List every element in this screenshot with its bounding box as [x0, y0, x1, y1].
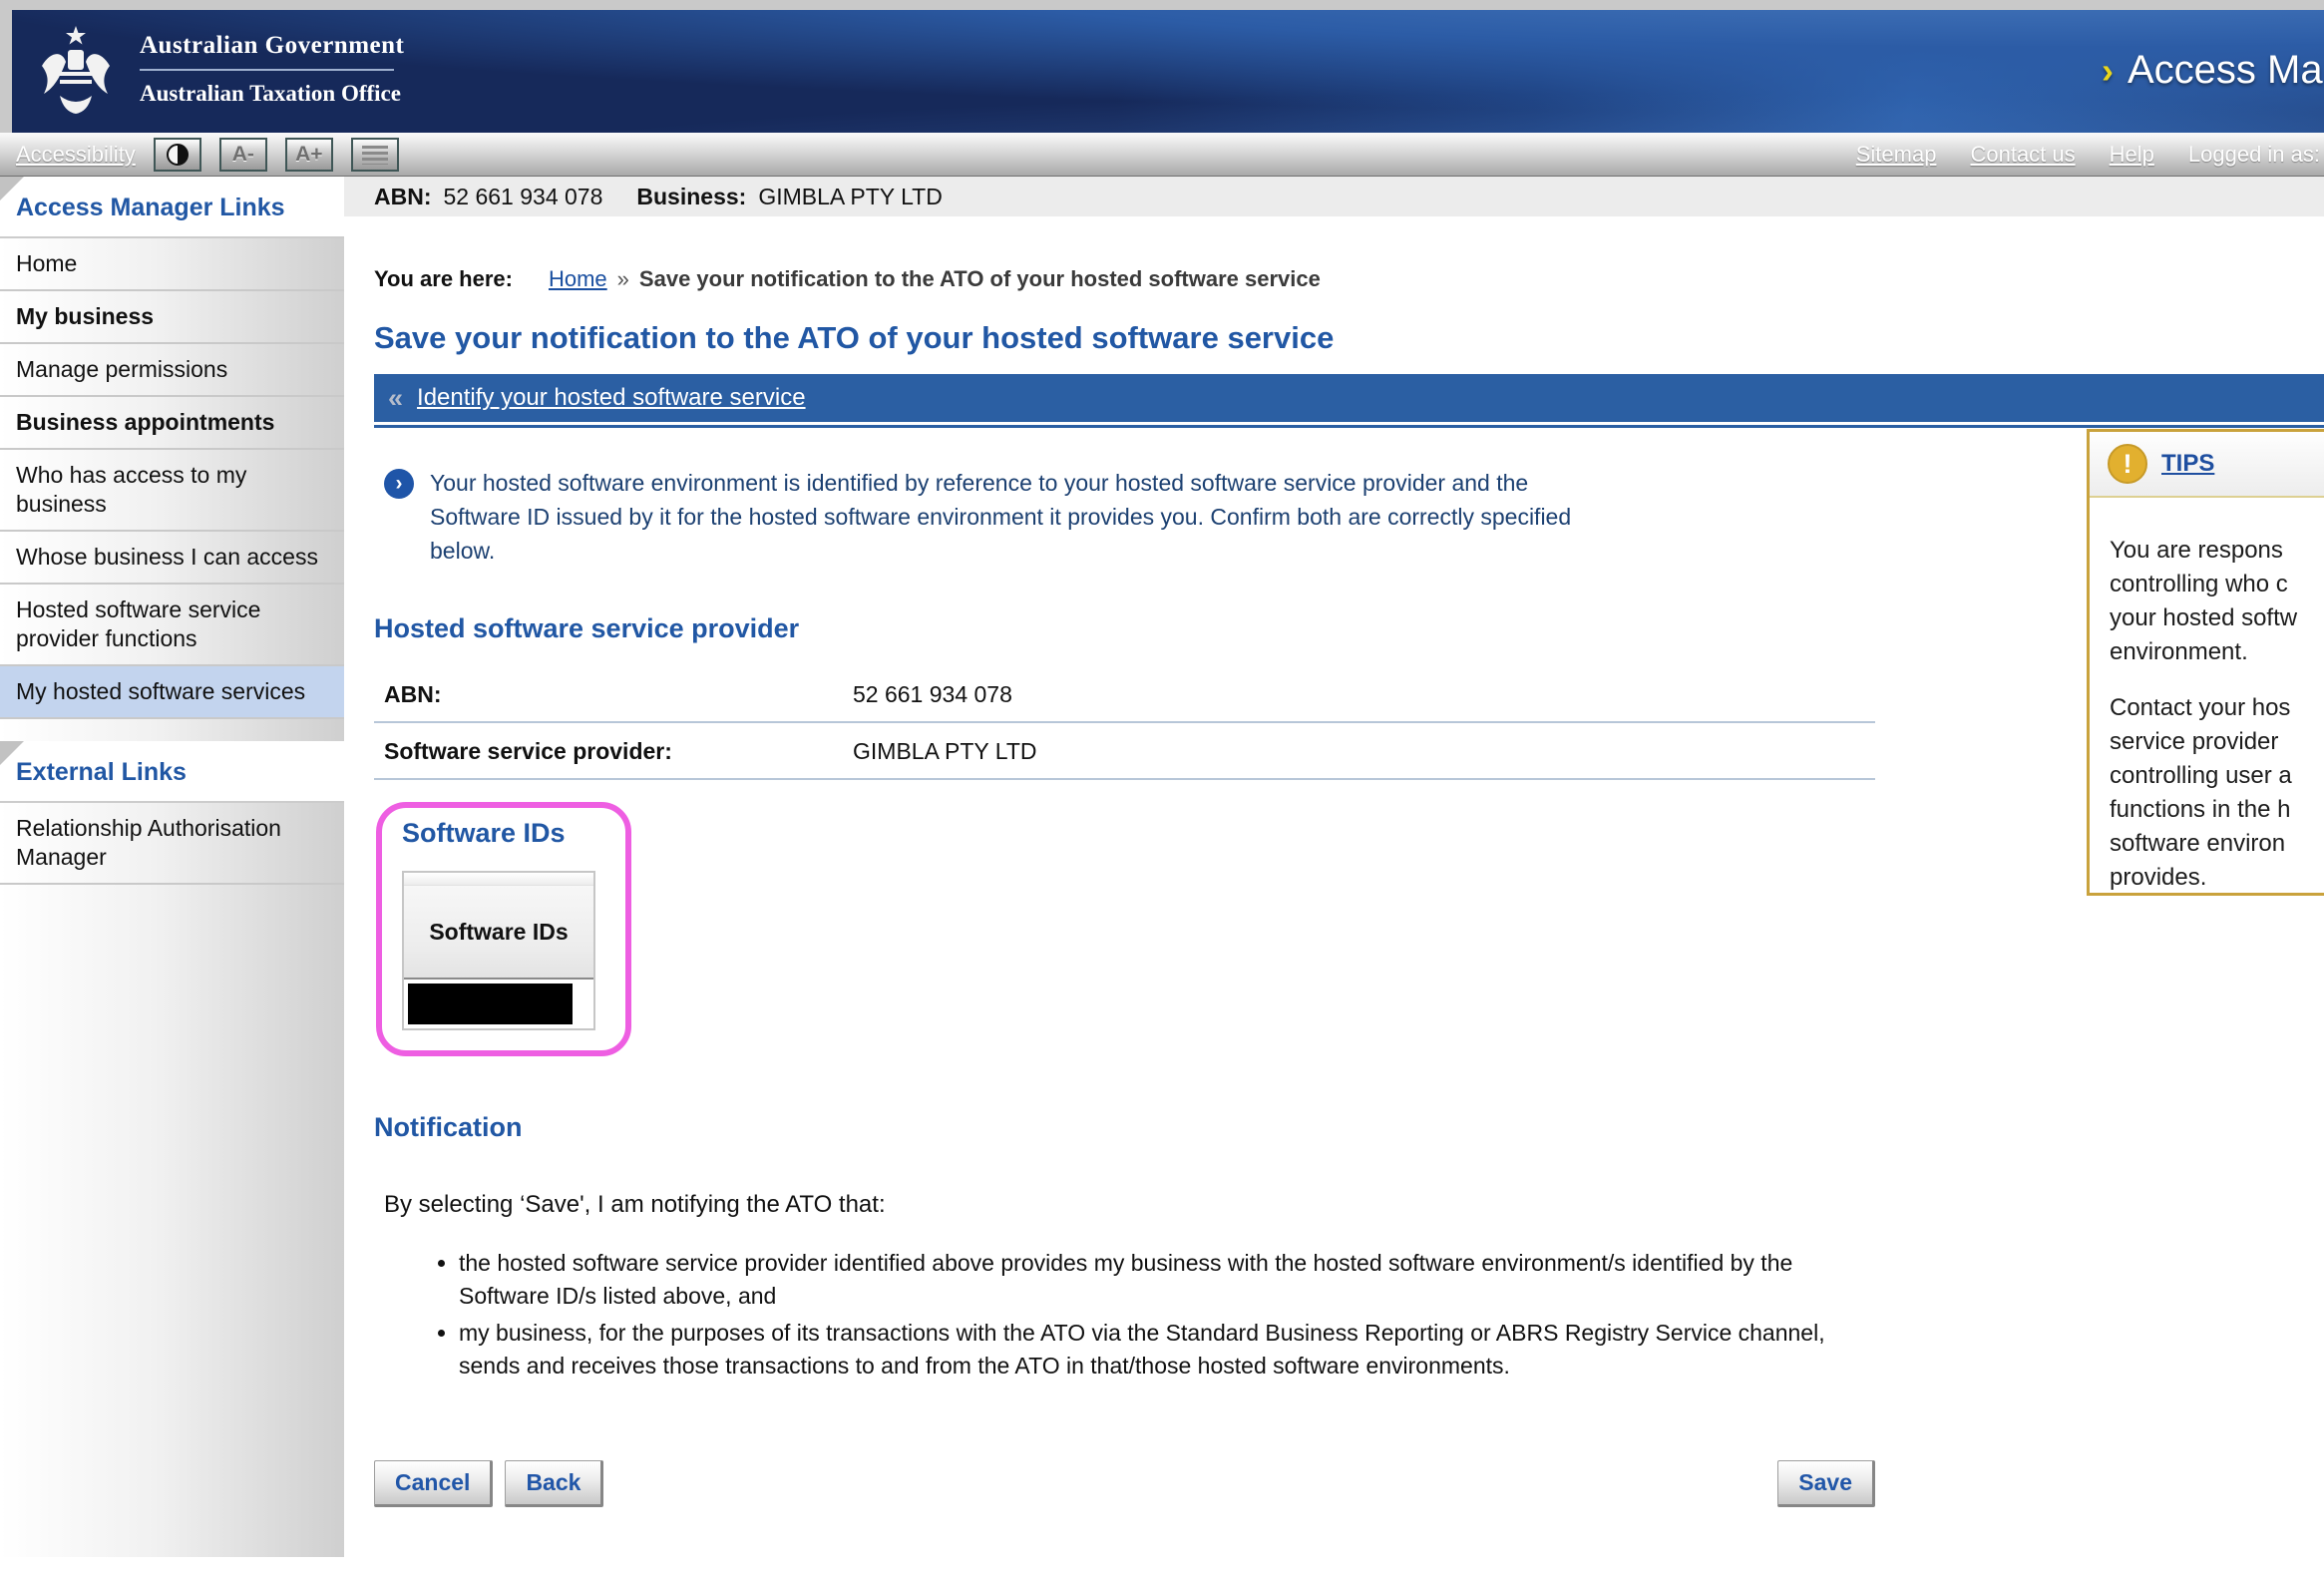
sidebar-heading-access-manager-links: Access Manager Links — [0, 177, 344, 238]
app-title — [2102, 48, 2323, 93]
font-decrease-icon: A- — [231, 143, 254, 166]
business-value: GIMBLA PTY LTD — [758, 184, 943, 209]
breadcrumb-prefix: You are here: — [374, 266, 513, 291]
business-label: Business: — [636, 184, 747, 209]
tips-text-line: controlling user a — [2110, 762, 2292, 789]
tips-paragraph-break — [2110, 669, 2324, 691]
contact-us-link[interactable]: Contact us — [1970, 142, 2076, 167]
page-title: Save your notification to the ATO of your hosted software service — [374, 320, 1335, 355]
previous-step-bar — [374, 374, 2324, 422]
table-row-software-service-provider — [374, 723, 1875, 780]
list-item: • my business, for the purposes of its transactions with the ATO via the Standard Business Reporting or ABRS Registry Service channel, sends and receives those transactions to and from the ATO in that/those hosted software environments. — [459, 1317, 1875, 1382]
toolbar-left-group — [16, 133, 399, 177]
intro-line: below. — [430, 538, 496, 564]
tips-text-line: software environ — [2110, 830, 2286, 857]
previous-step-bar-underline — [374, 425, 2324, 428]
sidebar-item-manage-permissions[interactable]: Manage permissions — [0, 344, 344, 397]
info-chevron-icon: › — [384, 469, 414, 499]
tips-panel — [2087, 429, 2324, 896]
help-link[interactable]: Help — [2109, 142, 2154, 167]
text-lines-icon — [362, 146, 388, 165]
software-ids-column-header: Software IDs — [404, 886, 593, 980]
contrast-toggle-button[interactable] — [154, 138, 201, 172]
tips-text-line: Contact your hos — [2110, 694, 2291, 721]
toolbar-right-group — [1856, 133, 2320, 177]
row-label: Software service provider: — [384, 738, 672, 765]
app-title-chevron-icon: › — [2102, 50, 2114, 91]
sidebar-item-whose-business[interactable]: Whose business I can access — [0, 532, 344, 585]
window-chrome-left — [0, 0, 12, 133]
abn-label: ABN: — [374, 184, 432, 209]
sidebar-item-business-appointments[interactable]: Business appointments — [0, 397, 344, 450]
tips-text-line: functions in the h — [2110, 796, 2291, 823]
sitemap-link[interactable]: Sitemap — [1855, 142, 1937, 167]
tips-text-line: provides. — [2110, 864, 2207, 891]
intro-line: Your hosted software environment is identified by reference to your hosted software service provider and the — [430, 470, 1529, 496]
brand-gov-line: Australian Government — [140, 32, 405, 59]
sidebar-item-hosted-provider-functions[interactable]: Hosted software service provider functions — [0, 585, 344, 666]
sidebar-heading-external-links: External Links — [0, 741, 344, 803]
fold-decoration — [0, 741, 24, 765]
tips-link[interactable]: TIPS — [2161, 450, 2215, 477]
notification-bullet-list — [374, 1247, 1875, 1382]
breadcrumb — [374, 266, 2324, 292]
software-ids-table-topstrip — [404, 873, 593, 886]
sidebar-section-external-links — [0, 741, 344, 885]
sidebar-item-relationship-authorisation-manager[interactable]: Relationship Authorisation Manager — [0, 803, 344, 885]
tips-exclamation-icon: ! — [2108, 444, 2147, 484]
business-identity-strip — [344, 177, 2324, 216]
breadcrumb-home-link[interactable]: Home — [548, 266, 607, 291]
back-chevron-icon: « — [388, 383, 404, 413]
cancel-button[interactable]: Cancel — [374, 1460, 493, 1507]
list-item: • the hosted software service provider identified above provides my business with the hosted software environment/s identified by the Software ID/s listed above, and — [459, 1247, 1875, 1313]
font-decrease-button[interactable] — [219, 138, 267, 172]
brand-block — [140, 32, 404, 107]
utility-toolbar — [0, 133, 2324, 177]
main-content — [344, 177, 2324, 1578]
software-ids-table — [402, 871, 595, 1030]
masthead — [12, 10, 2324, 133]
contrast-icon — [167, 144, 189, 166]
intro-text — [430, 466, 1571, 568]
content-inner — [344, 266, 2324, 1507]
font-increase-icon: A+ — [295, 143, 323, 166]
table-row-abn — [374, 666, 1875, 723]
software-ids-highlight-annotation — [376, 802, 631, 1056]
tips-text-line: environment. — [2110, 638, 2248, 665]
logged-in-as-label: Logged in as: — [2187, 142, 2320, 167]
sidebar — [0, 177, 344, 1557]
intro-line: Software ID issued by it for the hosted software environment it provides you. Confirm both are correctly specified — [430, 504, 1572, 530]
back-button[interactable]: Back — [505, 1460, 603, 1507]
window-chrome-top — [0, 0, 2324, 10]
software-ids-table-row — [404, 980, 593, 1028]
row-value: GIMBLA PTY LTD — [853, 738, 1037, 765]
accessibility-link[interactable]: Accessibility — [16, 142, 136, 167]
sidebar-item-my-business[interactable]: My business — [0, 291, 344, 344]
sidebar-item-home[interactable]: Home — [0, 238, 344, 291]
provider-table — [374, 666, 1875, 780]
coat-of-arms-icon — [30, 22, 122, 120]
tips-text-line: your hosted softw — [2110, 604, 2298, 631]
notification-intro: By selecting ‘Save', I am notifying the ATO that: — [384, 1191, 886, 1219]
abn-value: 52 661 934 078 — [443, 184, 603, 209]
tips-text-line: controlling who c — [2110, 571, 2288, 597]
row-value: 52 661 934 078 — [853, 681, 1012, 708]
tips-body — [2090, 498, 2324, 895]
provider-section-heading: Hosted software service provider — [374, 613, 800, 643]
row-label: ABN: — [384, 681, 442, 708]
tips-header — [2090, 432, 2324, 498]
breadcrumb-current: Save your notification to the ATO of your hosted software service — [638, 266, 1321, 291]
sidebar-item-who-has-access[interactable]: Who has access to my business — [0, 450, 344, 532]
action-button-row — [374, 1460, 1875, 1507]
text-view-button[interactable] — [351, 138, 399, 172]
brand-divider — [140, 69, 394, 71]
intro-note — [374, 466, 1810, 568]
fold-decoration — [0, 177, 24, 200]
tips-text-line: You are respons — [2110, 537, 2283, 564]
software-id-redacted-value — [408, 984, 573, 1024]
save-button[interactable]: Save — [1777, 1460, 1875, 1507]
tips-text-line: service provider — [2110, 728, 2279, 755]
sidebar-section-access-manager — [0, 177, 344, 719]
notification-heading: Notification — [374, 1112, 523, 1143]
identify-hosted-software-service-link[interactable]: Identify your hosted software service — [417, 384, 806, 411]
sidebar-gap — [0, 719, 344, 741]
breadcrumb-separator-icon: » — [616, 266, 629, 291]
app-title-text: Access Ma — [2128, 48, 2323, 92]
sidebar-item-my-hosted-software-services[interactable]: My hosted software services — [0, 666, 344, 719]
brand-office-line: Australian Taxation Office — [140, 81, 401, 106]
software-ids-heading: Software IDs — [402, 818, 566, 849]
font-increase-button[interactable] — [285, 138, 333, 172]
